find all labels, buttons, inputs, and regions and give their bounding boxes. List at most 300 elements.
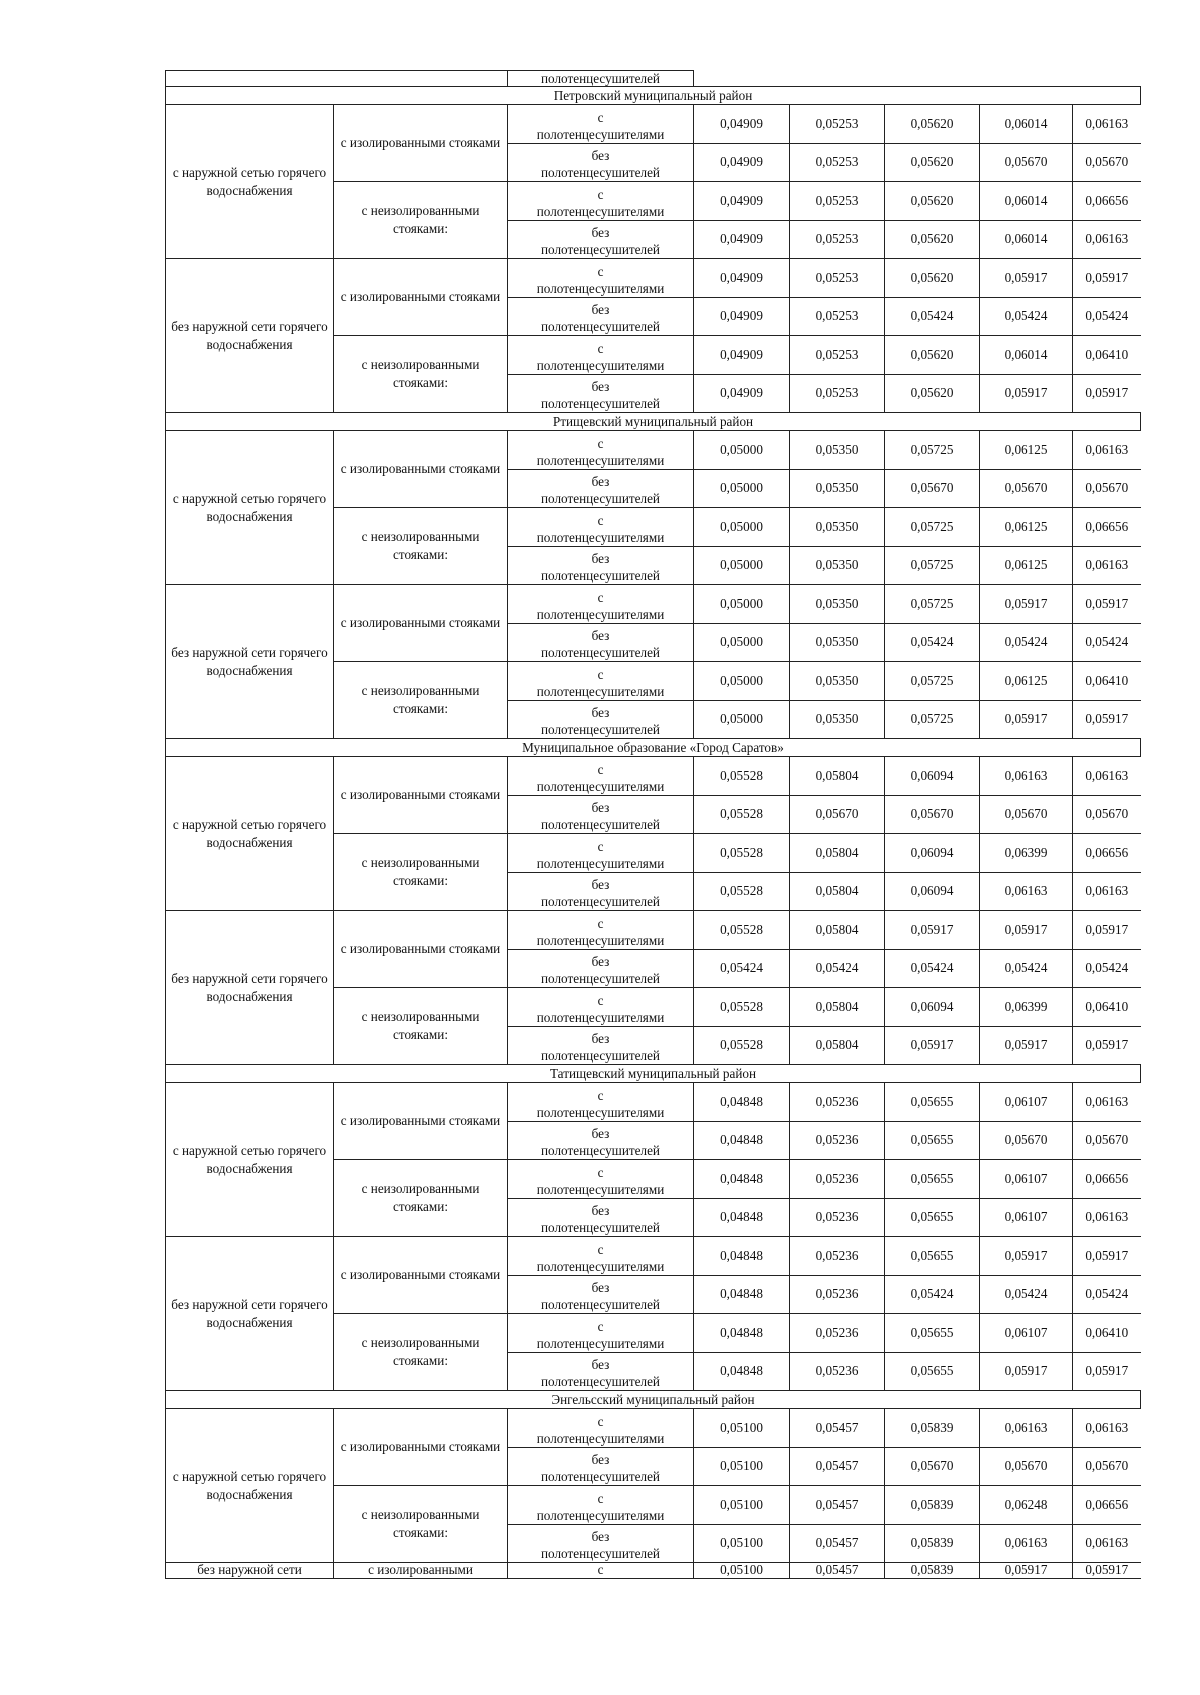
label-line: полотенцесушителей	[541, 1297, 660, 1312]
towel-rail-cell	[508, 1486, 694, 1525]
last-row	[166, 1563, 1141, 1579]
riser-type-cell: с изолированными стояками	[334, 1409, 508, 1486]
value-cell: 0,05804	[790, 834, 885, 873]
riser-type-cell: с изолированными	[334, 1563, 508, 1579]
label-line: с	[597, 1318, 604, 1334]
value-cell: 0,05236	[790, 1314, 885, 1353]
label-line: с	[597, 1241, 604, 1257]
value-cell: 0,05350	[790, 662, 885, 701]
value-cell: 0,04848	[694, 1198, 790, 1237]
value-cell: 0,04909	[694, 220, 790, 259]
value-cell: 0,06014	[980, 220, 1073, 259]
towel-rail-cell	[508, 1160, 694, 1199]
value-cell: 0,05620	[885, 374, 980, 413]
label-line: полотенцесушителей	[541, 645, 660, 660]
value-cell: 0,06107	[980, 1160, 1073, 1199]
value-cell: 0,05839	[885, 1486, 980, 1525]
value-cell: 0,06014	[980, 336, 1073, 375]
value-cell: 0,06125	[980, 546, 1073, 585]
label-line: полотенцесушителей	[541, 1469, 660, 1484]
value-cell: 0,05917	[980, 911, 1073, 950]
value-cell: 0,05839	[885, 1524, 980, 1563]
value-cell: 0,05424	[1073, 623, 1141, 662]
label-line: полотенцесушителями	[536, 606, 665, 622]
value-cell: 0,05236	[790, 1160, 885, 1199]
value-cell: 0,05670	[980, 1121, 1073, 1160]
value-cell: 0,06125	[980, 508, 1073, 547]
value-cell: 0,05917	[980, 1563, 1073, 1579]
riser-type-cell: с изолированными стояками	[334, 585, 508, 662]
table-row	[166, 259, 1141, 298]
towel-rail-cell	[508, 700, 694, 739]
value-cell: 0,05236	[790, 1121, 885, 1160]
value-cell: 0,06125	[980, 431, 1073, 470]
label-line: без	[591, 877, 610, 892]
value-cell: 0,06656	[1073, 834, 1141, 873]
value-cell: 0,05620	[885, 105, 980, 144]
value-cell: 0,05620	[885, 336, 980, 375]
towel-rail-cell	[508, 623, 694, 662]
towel-rail-cell	[508, 1275, 694, 1314]
towel-rail-cell	[508, 259, 694, 298]
towel-rail-cell	[508, 795, 694, 834]
label-line: полотенцесушителями	[536, 932, 665, 948]
value-cell: 0,05725	[885, 662, 980, 701]
value-cell: 0,05655	[885, 1198, 980, 1237]
towel-rail-cell	[508, 105, 694, 144]
value-cell: 0,06163	[1073, 757, 1141, 796]
value-cell: 0,05917	[980, 700, 1073, 739]
label-line: с	[597, 186, 604, 202]
value-cell: 0,05655	[885, 1237, 980, 1276]
label-line: полотенцесушителями	[536, 203, 665, 219]
value-cell: 0,05236	[790, 1237, 885, 1276]
network-type-cell: без наружной сети горячего водоснабжения	[166, 1237, 334, 1391]
value-cell: 0,04848	[694, 1352, 790, 1391]
value-cell: 0,05457	[790, 1563, 885, 1579]
riser-type-cell: с изолированными стояками	[334, 105, 508, 182]
value-cell: 0,05655	[885, 1083, 980, 1122]
value-cell: 0,06163	[980, 872, 1073, 911]
towel-rail-cell	[508, 1314, 694, 1353]
label-line: без	[591, 379, 610, 394]
value-cell: 0,04848	[694, 1275, 790, 1314]
district-name: Татищевский муниципальный район	[166, 1065, 1141, 1083]
towel-rail-cell	[508, 1083, 694, 1122]
value-cell: 0,05236	[790, 1352, 885, 1391]
value-cell: 0,06410	[1073, 1314, 1141, 1353]
district-header-row	[166, 413, 1141, 431]
label-line: полотенцесушителями	[536, 1430, 665, 1446]
value-cell: 0,05253	[790, 259, 885, 298]
tariff-table	[165, 70, 1141, 1579]
riser-type-cell: с неизолированными стояками:	[334, 1486, 508, 1563]
value-cell: 0,05424	[790, 949, 885, 988]
value-cell: 0,05670	[1073, 143, 1141, 182]
value-cell: 0,06163	[980, 1409, 1073, 1448]
label-line: полотенцесушителей	[541, 568, 660, 583]
value-cell: 0,05917	[980, 374, 1073, 413]
value-cell: 0,05839	[885, 1409, 980, 1448]
label-line: без	[591, 1203, 610, 1218]
value-cell: 0,05917	[1073, 700, 1141, 739]
label-line: с	[597, 589, 604, 605]
towel-rail-cell	[508, 872, 694, 911]
value-cell: 0,04909	[694, 259, 790, 298]
riser-type-cell: с изолированными стояками	[334, 757, 508, 834]
value-cell: 0,04848	[694, 1160, 790, 1199]
label-line: без	[591, 954, 610, 969]
district-name: Петровский муниципальный район	[166, 87, 1141, 105]
value-cell: 0,06107	[980, 1314, 1073, 1353]
riser-type-cell: с неизолированными стояками:	[334, 988, 508, 1065]
value-cell: 0,06410	[1073, 988, 1141, 1027]
district-header-row	[166, 1065, 1141, 1083]
value-cell: 0,05350	[790, 508, 885, 547]
label-line: без	[591, 705, 610, 720]
value-cell: 0,05670	[885, 469, 980, 508]
label-line: с	[597, 435, 604, 451]
towel-rail-cell	[508, 469, 694, 508]
value-cell: 0,06094	[885, 872, 980, 911]
network-type-cell: без наружной сети	[166, 1563, 334, 1579]
riser-type-cell: с изолированными стояками	[334, 431, 508, 508]
value-cell: 0,05424	[980, 1275, 1073, 1314]
riser-type-cell: с неизолированными стояками:	[334, 662, 508, 739]
network-type-cell: без наружной сети горячего водоснабжения	[166, 259, 334, 413]
value-cell: 0,05457	[790, 1447, 885, 1486]
network-type-cell: с наружной сетью горячего водоснабжения	[166, 105, 334, 259]
top-row	[166, 71, 1141, 87]
label-line: полотенцесушителями	[536, 855, 665, 871]
label-line: полотенцесушителями	[536, 357, 665, 373]
towel-rail-cell	[508, 220, 694, 259]
value-cell: 0,05424	[980, 623, 1073, 662]
value-cell: 0,06014	[980, 182, 1073, 221]
value-cell: 0,05000	[694, 700, 790, 739]
label-line: полотенцесушителей	[541, 1374, 660, 1389]
towel-rail-cell	[508, 1524, 694, 1563]
value-cell: 0,05528	[694, 757, 790, 796]
value-cell: 0,05424	[694, 949, 790, 988]
table-row	[166, 1237, 1141, 1276]
riser-type-cell: с изолированными стояками	[334, 259, 508, 336]
towel-rail-cell	[508, 662, 694, 701]
label-line: с	[597, 1164, 604, 1180]
value-cell: 0,05620	[885, 143, 980, 182]
label-line: с	[597, 1490, 604, 1506]
value-cell: 0,05253	[790, 143, 885, 182]
value-cell: 0,05253	[790, 105, 885, 144]
value-cell: 0,05424	[885, 949, 980, 988]
value-cell: 0,06656	[1073, 1486, 1141, 1525]
value-cell: 0,05670	[885, 795, 980, 834]
table-row	[166, 431, 1141, 470]
label-line: без	[591, 1357, 610, 1372]
value-cell: 0,05670	[1073, 1121, 1141, 1160]
value-cell: 0,05839	[885, 1563, 980, 1579]
towel-rail-cell	[508, 1447, 694, 1486]
riser-type-cell: с изолированными стояками	[334, 1083, 508, 1160]
value-cell: 0,05424	[885, 1275, 980, 1314]
empty-cell	[694, 71, 1141, 87]
network-type-cell: с наружной сетью горячего водоснабжения	[166, 431, 334, 585]
network-type-cell: без наружной сети горячего водоснабжения	[166, 911, 334, 1065]
towel-rail-cell: с	[508, 1563, 694, 1579]
value-cell: 0,05620	[885, 182, 980, 221]
label-line: без	[591, 628, 610, 643]
value-cell: 0,05457	[790, 1486, 885, 1525]
value-cell: 0,06410	[1073, 662, 1141, 701]
value-cell: 0,05528	[694, 872, 790, 911]
label-line: полотенцесушителями	[536, 1335, 665, 1351]
value-cell: 0,05917	[1073, 374, 1141, 413]
value-cell: 0,05917	[980, 585, 1073, 624]
towel-rail-cell	[508, 757, 694, 796]
value-cell: 0,04909	[694, 374, 790, 413]
value-cell: 0,05725	[885, 508, 980, 547]
value-cell: 0,05917	[980, 259, 1073, 298]
value-cell: 0,06094	[885, 834, 980, 873]
value-cell: 0,05917	[980, 1352, 1073, 1391]
label-line: полотенцесушителей	[541, 894, 660, 909]
value-cell: 0,05350	[790, 623, 885, 662]
towel-rail-cell	[508, 1121, 694, 1160]
value-cell: 0,05000	[694, 585, 790, 624]
value-cell: 0,05670	[885, 1447, 980, 1486]
value-cell: 0,05917	[980, 1026, 1073, 1065]
value-cell: 0,06163	[1073, 105, 1141, 144]
value-cell: 0,06125	[980, 662, 1073, 701]
value-cell: 0,05350	[790, 469, 885, 508]
label-line: без	[591, 1126, 610, 1141]
value-cell: 0,05528	[694, 834, 790, 873]
value-cell: 0,05457	[790, 1409, 885, 1448]
value-cell: 0,05620	[885, 220, 980, 259]
value-cell: 0,05000	[694, 546, 790, 585]
value-cell: 0,04909	[694, 182, 790, 221]
value-cell: 0,05804	[790, 1026, 885, 1065]
value-cell: 0,05424	[980, 297, 1073, 336]
label-line: с	[597, 992, 604, 1008]
label-line: с	[597, 1087, 604, 1103]
value-cell: 0,06163	[1073, 1198, 1141, 1237]
value-cell: 0,05253	[790, 374, 885, 413]
label-line: без	[591, 551, 610, 566]
value-cell: 0,05670	[980, 143, 1073, 182]
value-cell: 0,05253	[790, 336, 885, 375]
label-line: полотенцесушителей	[541, 722, 660, 737]
network-type-cell: с наружной сетью горячего водоснабжения	[166, 757, 334, 911]
towel-rail-cell	[508, 431, 694, 470]
value-cell: 0,05804	[790, 911, 885, 950]
label-line: без	[591, 1280, 610, 1295]
value-cell: 0,05670	[1073, 1447, 1141, 1486]
table-row	[166, 1409, 1141, 1448]
label-line: с	[597, 838, 604, 854]
table-row	[166, 585, 1141, 624]
value-cell: 0,05804	[790, 872, 885, 911]
label-line: полотенцесушителями	[536, 1009, 665, 1025]
value-cell: 0,06163	[980, 1524, 1073, 1563]
label-line: без	[591, 474, 610, 489]
value-cell: 0,06107	[980, 1198, 1073, 1237]
towel-rail-cell	[508, 585, 694, 624]
table-row	[166, 911, 1141, 950]
label-line: полотенцесушителями	[536, 1104, 665, 1120]
value-cell: 0,06399	[980, 834, 1073, 873]
value-cell: 0,05917	[1073, 1352, 1141, 1391]
riser-type-cell: с неизолированными стояками:	[334, 834, 508, 911]
value-cell: 0,05350	[790, 700, 885, 739]
value-cell: 0,05655	[885, 1352, 980, 1391]
table-row	[166, 757, 1141, 796]
value-cell: 0,06014	[980, 105, 1073, 144]
label-line: полотенцесушителей	[541, 1048, 660, 1063]
value-cell: 0,05424	[885, 297, 980, 336]
value-cell: 0,04909	[694, 336, 790, 375]
riser-type-cell: с неизолированными стояками:	[334, 182, 508, 259]
value-cell: 0,05655	[885, 1160, 980, 1199]
label-line: полотенцесушителями	[536, 683, 665, 699]
value-cell: 0,05725	[885, 700, 980, 739]
value-cell: 0,04909	[694, 297, 790, 336]
value-cell: 0,05917	[1073, 1237, 1141, 1276]
label-line: полотенцесушителями	[536, 778, 665, 794]
value-cell: 0,05917	[885, 911, 980, 950]
label-line: без	[591, 302, 610, 317]
value-cell: 0,05670	[980, 1447, 1073, 1486]
towel-rail-cell	[508, 182, 694, 221]
district-header-row	[166, 1391, 1141, 1409]
label-line: полотенцесушителей	[541, 1143, 660, 1158]
value-cell: 0,05528	[694, 795, 790, 834]
value-cell: 0,06656	[1073, 508, 1141, 547]
value-cell: 0,05424	[1073, 1275, 1141, 1314]
value-cell: 0,04848	[694, 1314, 790, 1353]
value-cell: 0,06163	[1073, 546, 1141, 585]
value-cell: 0,05000	[694, 431, 790, 470]
label-line: без	[591, 1529, 610, 1544]
label-line: с	[597, 666, 604, 682]
label-line: полотенцесушителей	[541, 1220, 660, 1235]
value-cell: 0,06163	[1073, 1083, 1141, 1122]
value-cell: 0,05917	[1073, 585, 1141, 624]
value-cell: 0,06163	[1073, 220, 1141, 259]
table-row	[166, 105, 1141, 144]
value-cell: 0,06094	[885, 988, 980, 1027]
district-name: Энгельсский муниципальный район	[166, 1391, 1141, 1409]
value-cell: 0,05804	[790, 757, 885, 796]
riser-type-cell: с неизолированными стояками:	[334, 336, 508, 413]
value-cell: 0,05457	[790, 1524, 885, 1563]
label-line: полотенцесушителями	[536, 280, 665, 296]
label-line: полотенцесушителей	[541, 242, 660, 257]
value-cell: 0,05804	[790, 988, 885, 1027]
value-cell: 0,05100	[694, 1486, 790, 1525]
district-header-row	[166, 87, 1141, 105]
value-cell: 0,05350	[790, 546, 885, 585]
value-cell: 0,06410	[1073, 336, 1141, 375]
value-cell: 0,05670	[980, 795, 1073, 834]
label-line: полотенцесушителями	[536, 1258, 665, 1274]
value-cell: 0,05670	[980, 469, 1073, 508]
network-type-cell: с наружной сетью горячего водоснабжения	[166, 1083, 334, 1237]
label-line: с	[597, 512, 604, 528]
value-cell: 0,05424	[980, 949, 1073, 988]
value-cell: 0,06248	[980, 1486, 1073, 1525]
towel-rail-cell	[508, 988, 694, 1027]
value-cell: 0,05424	[1073, 949, 1141, 988]
towel-rail-cell	[508, 1237, 694, 1276]
value-cell: 0,05917	[1073, 1563, 1141, 1579]
value-cell: 0,05253	[790, 297, 885, 336]
value-cell: 0,05528	[694, 988, 790, 1027]
district-name: Ртищевский муниципальный район	[166, 413, 1141, 431]
towel-rail-cell	[508, 374, 694, 413]
network-type-cell: с наружной сетью горячего водоснабжения	[166, 1409, 334, 1563]
value-cell: 0,04909	[694, 143, 790, 182]
value-cell: 0,05917	[1073, 911, 1141, 950]
label-line: с	[597, 263, 604, 279]
value-cell: 0,04848	[694, 1083, 790, 1122]
value-cell: 0,05670	[790, 795, 885, 834]
label-line: без	[591, 148, 610, 163]
value-cell: 0,05000	[694, 508, 790, 547]
label-line: с	[597, 109, 604, 125]
towel-rail-cell	[508, 1026, 694, 1065]
value-cell: 0,05100	[694, 1563, 790, 1579]
towel-rail-cell	[508, 911, 694, 950]
value-cell: 0,06094	[885, 757, 980, 796]
value-cell: 0,05000	[694, 469, 790, 508]
label-line: полотенцесушителей	[541, 1546, 660, 1561]
towel-rail-cell	[508, 1352, 694, 1391]
value-cell: 0,05725	[885, 585, 980, 624]
label-line: полотенцесушителями	[536, 1507, 665, 1523]
value-cell: 0,05917	[885, 1026, 980, 1065]
label-line: с	[597, 915, 604, 931]
network-type-cell: без наружной сети горячего водоснабжения	[166, 585, 334, 739]
towel-rail-cell	[508, 1198, 694, 1237]
label-line: с	[597, 1413, 604, 1429]
value-cell: 0,04848	[694, 1237, 790, 1276]
value-cell: 0,05100	[694, 1409, 790, 1448]
towel-rail-cell	[508, 297, 694, 336]
towel-rail-cell	[508, 834, 694, 873]
value-cell: 0,05620	[885, 259, 980, 298]
label-line: без	[591, 800, 610, 815]
value-cell: 0,06163	[980, 757, 1073, 796]
table-row	[166, 1083, 1141, 1122]
label-line: полотенцесушителей	[541, 165, 660, 180]
value-cell: 0,06656	[1073, 1160, 1141, 1199]
label-line: полотенцесушителями	[536, 126, 665, 142]
label-line: без	[591, 1452, 610, 1467]
label-line: полотенцесушителей	[541, 971, 660, 986]
towel-rail-cell	[508, 508, 694, 547]
value-cell: 0,06163	[1073, 872, 1141, 911]
value-cell: 0,05725	[885, 546, 980, 585]
value-cell: 0,04848	[694, 1121, 790, 1160]
value-cell: 0,05236	[790, 1198, 885, 1237]
towel-rail-cell	[508, 1409, 694, 1448]
value-cell: 0,04909	[694, 105, 790, 144]
value-cell: 0,06163	[1073, 431, 1141, 470]
value-cell: 0,05655	[885, 1121, 980, 1160]
label-line: полотенцесушителей	[541, 319, 660, 334]
towel-rail-cell	[508, 143, 694, 182]
